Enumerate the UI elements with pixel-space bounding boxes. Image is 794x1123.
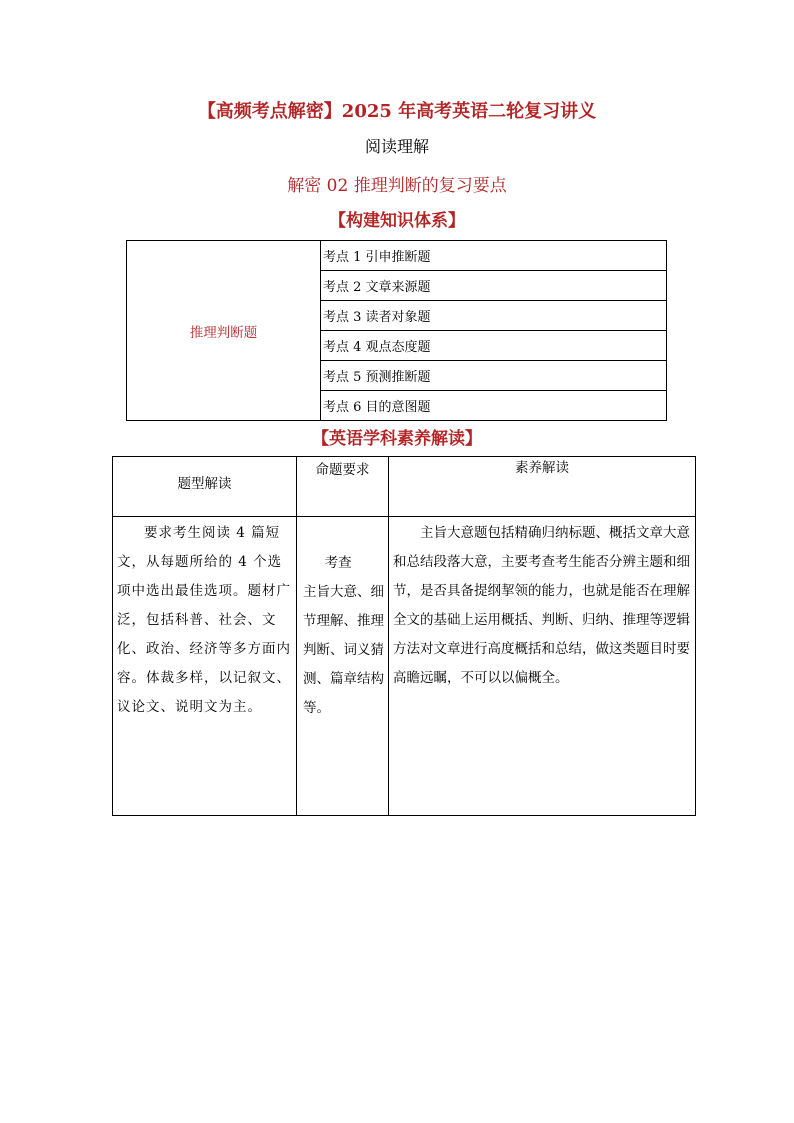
knowledge-item: 考点 6 目的意图题 [321, 391, 667, 421]
knowledge-item: 考点 5 预测推断题 [321, 361, 667, 391]
knowledge-item: 考点 4 观点态度题 [321, 331, 667, 361]
requirements-lead: 考查 [324, 555, 352, 571]
topic-heading: 解密 02 推理判断的复习要点 [287, 176, 507, 196]
header-question-type: 题型解读 [113, 457, 297, 517]
knowledge-table [126, 240, 667, 421]
knowledge-system-heading: 【构建知识体系】 [329, 211, 465, 231]
requirements-cell [297, 517, 389, 816]
knowledge-item: 考点 1 引申推断题 [321, 241, 667, 271]
requirements-text: 主旨大意、细节理解、推理判断、词义猜测、篇章结构等。 [303, 584, 384, 716]
literacy-heading: 【英语学科素养解读】 [312, 429, 482, 449]
header-requirements: 命题要求 [297, 457, 389, 517]
knowledge-item: 考点 3 读者对象题 [321, 301, 667, 331]
question-type-text: 要求考生阅读 4 篇短文，从每题所给的 4 个选项中选出最佳选项。题材广泛，包括科普、社会、文化、政治、经济等多方面内容。体裁多样，以记叙文、议论文、说明文为主。 [113, 517, 297, 816]
header-literacy: 素养解读 [389, 457, 696, 517]
document-title: 【高频考点解密】2025 年高考英语二轮复习讲义 [197, 101, 597, 122]
literacy-text: 主旨大意题包括精确归纳标题、概括文章大意和总结段落大意，主要考查考生能否分辨主题和细节，是否具备提纲挈领的能力，也就是能否在理解全文的基础上运用概括、判断、归纳、推理等逻辑方法对文章进行高度概括和总结，做这类题目时要高瞻远瞩，不可以以偏概全。 [389, 517, 696, 816]
document-subtitle: 阅读理解 [364, 137, 429, 156]
literacy-table [112, 456, 696, 816]
knowledge-item: 考点 2 文章来源题 [321, 271, 667, 301]
category-label: 推理判断题 [127, 241, 321, 421]
